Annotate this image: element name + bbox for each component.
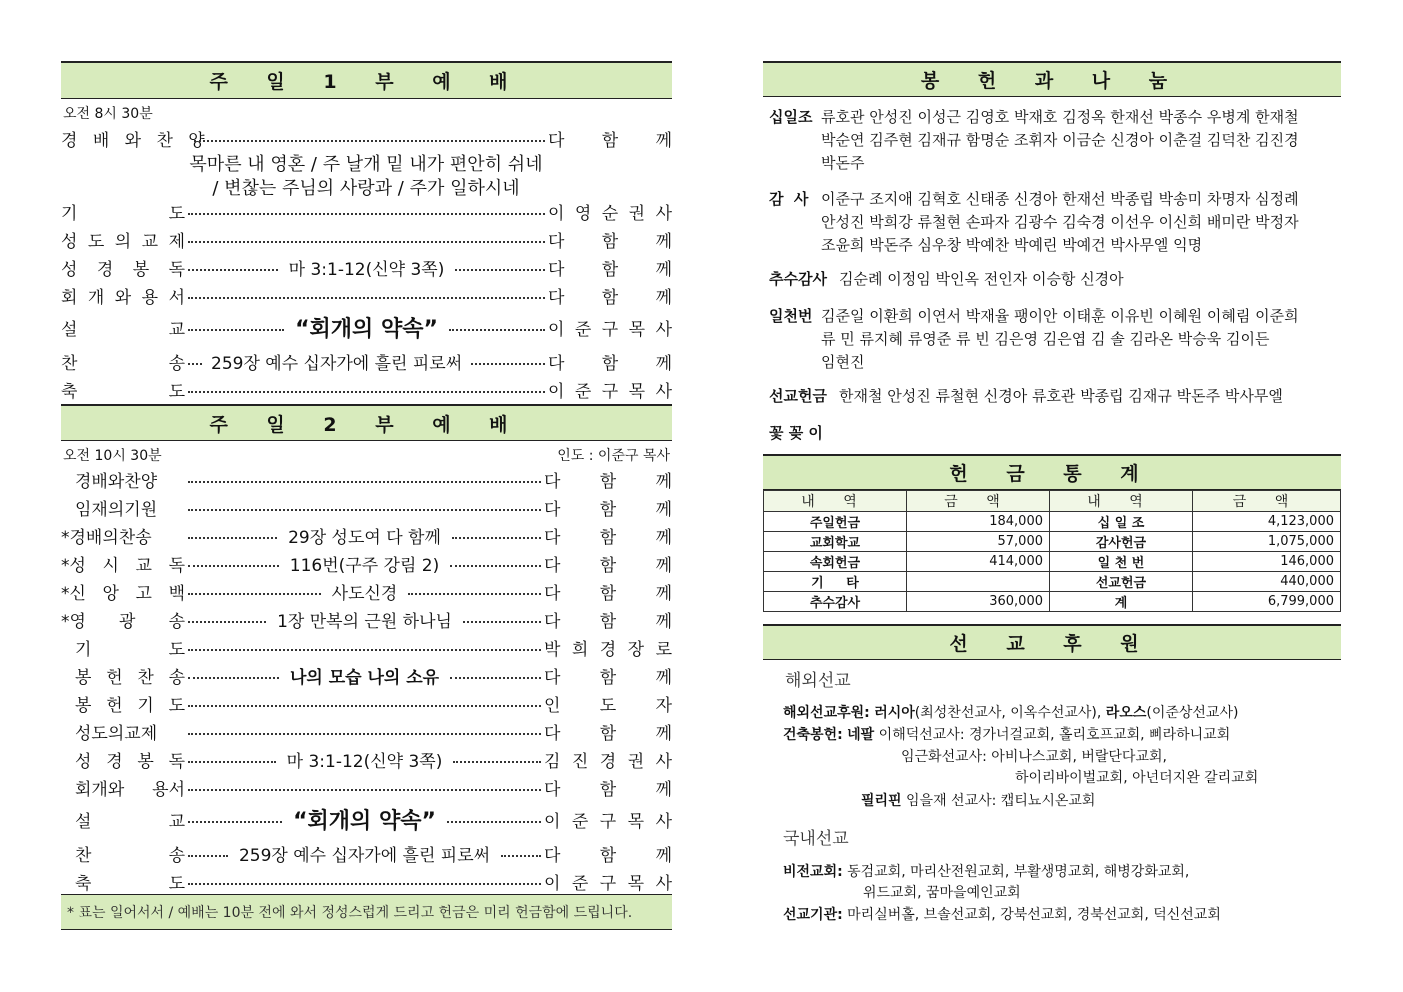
- finance-item: 선교헌금: [1050, 572, 1193, 592]
- row-who: 다 함 께: [544, 583, 673, 604]
- row-who: 김 진 경 권 사: [544, 751, 673, 772]
- orgs-list: 마리실버홀, 브솔선교회, 강북선교회, 경북선교회, 덕신선교회: [847, 907, 1221, 923]
- row-label: 설 교: [61, 319, 185, 340]
- row-who: 다 함 께: [544, 471, 672, 492]
- russia-label: 러시아: [874, 705, 915, 721]
- row-label: 경배와찬양: [75, 471, 158, 492]
- offering-group: [769, 305, 1341, 374]
- offering-group: [769, 188, 1341, 257]
- finance-amount: 57,000: [907, 532, 1050, 552]
- row-who: 다 함 께: [544, 555, 673, 576]
- row-label: 회개와 용서: [75, 779, 185, 800]
- leader-dots: [188, 733, 541, 735]
- finance-col-1: 내 역: [764, 491, 907, 512]
- finance-header: [763, 454, 1341, 490]
- orgs-key: 선교기관:: [783, 907, 843, 923]
- row-label: 기 도: [75, 639, 185, 660]
- offering-names: [821, 305, 1341, 374]
- s2-order-row: [61, 746, 672, 772]
- row-mid: 나의 모습 나의 소유: [282, 663, 447, 688]
- offering-key: 십일조: [769, 108, 813, 126]
- leader-dots: [452, 537, 541, 539]
- finance-header-row: [764, 491, 1341, 512]
- offering-key: 추수감사: [769, 270, 827, 288]
- row-who: 다 함 께: [544, 779, 672, 800]
- vision-key: 비전교회:: [783, 864, 843, 880]
- row-label: 설 교: [75, 811, 185, 832]
- leader-dots: [188, 821, 282, 823]
- finance-amount: 4,123,000: [1193, 512, 1341, 532]
- leader-dots: [188, 537, 277, 539]
- laos-label: 라오스: [1105, 705, 1147, 721]
- offering-names-line: 이준구 조지애 김혁호 신태종 신경아 한재선 박종립 박송미 차명자 심정례: [821, 190, 1299, 208]
- leader-dots: [501, 855, 541, 857]
- row-who: 다 함 께: [544, 723, 672, 744]
- finance-item: 십 일 조: [1050, 512, 1193, 532]
- offering-key: 일천번: [769, 307, 813, 325]
- finance-amount: [907, 572, 1050, 592]
- s1-row-praise: [61, 126, 672, 150]
- row-mid: 259장 예수 십자가에 흘린 피로써: [231, 841, 498, 866]
- table-row: [764, 552, 1341, 572]
- leader-dots: [188, 213, 545, 215]
- row-who: 다 함 께: [544, 667, 673, 688]
- s2-order-row: [61, 494, 672, 520]
- leader-dots: [450, 677, 541, 679]
- finance-amount: 440,000: [1193, 572, 1341, 592]
- finance-title: 헌 금 통 계: [949, 463, 1155, 485]
- row-label: 회 개 와 용 서: [61, 287, 185, 308]
- leader-dots: [188, 789, 541, 791]
- russia-missionaries: (최성찬선교사, 이옥수선교사),: [914, 705, 1102, 721]
- offering-names: [839, 268, 1341, 291]
- row-who: 다 함 께: [548, 259, 673, 280]
- overseas-support: [783, 702, 1238, 722]
- leader-dots: [188, 593, 321, 595]
- row-mid: 259장 예수 십자가에 흘린 피로써: [205, 349, 468, 374]
- nepal-line2: 임근화선교사: 아비나스교회, 버랄단다교회,: [901, 749, 1167, 765]
- finance-col-2: 금 액: [907, 491, 1050, 512]
- leader-dots: [188, 705, 541, 707]
- leader-dots: [455, 269, 545, 271]
- leader-dots: [188, 621, 266, 623]
- finance-item: 추수감사: [764, 592, 907, 612]
- row-who: 박 희 경 장 로: [544, 639, 672, 660]
- offering-names-line: 김순례 이정임 박인옥 전인자 이승항 신경아: [839, 270, 1124, 288]
- finance-item: 계: [1050, 592, 1193, 612]
- service2-note-box: [61, 894, 672, 930]
- table-row: [764, 572, 1341, 592]
- s1-song-line1: 목마른 내 영혼 / 주 날개 밑 내가 편안히 쉬네: [189, 154, 543, 175]
- laos-missionary: (이준상선교사): [1146, 705, 1239, 721]
- nepal-line3: 하이리바이벌교회, 아넌더지완 갈리교회: [1015, 770, 1259, 786]
- s2-order-row: [61, 466, 672, 492]
- leader-dots: [450, 565, 541, 567]
- row-mid: 마 3:1-12(신약 3쪽): [281, 255, 453, 280]
- row-label: 봉 헌 찬 송: [75, 667, 185, 688]
- offering-group: [769, 422, 1341, 445]
- table-row: [764, 512, 1341, 532]
- s2-order-row: [61, 578, 672, 604]
- s1-song-line2: / 변찮는 주님의 사랑과 / 주가 일하시네: [212, 178, 520, 199]
- finance-amount: 6,799,000: [1193, 592, 1341, 612]
- offering-names-line: 한재철 안성진 류철현 신경아 류호관 박종립 김재규 박돈주 박사무엘: [839, 387, 1283, 405]
- row-label: 성 경 봉 독: [61, 259, 185, 280]
- s2-order-row: [61, 690, 672, 716]
- s2-order-row: [61, 868, 672, 894]
- s1-row-repent: [61, 282, 672, 308]
- row-label: *성 시 교 독: [61, 555, 185, 576]
- s2-order-row: [61, 634, 672, 660]
- row-who: 다 함 께: [544, 845, 673, 866]
- s2-order-row: [61, 718, 672, 744]
- leader-dots: [188, 481, 541, 483]
- s1-row-sermon: [61, 312, 672, 342]
- table-row: [764, 532, 1341, 552]
- s1-row-reading: [61, 254, 672, 280]
- leader-dots: [188, 297, 545, 299]
- row-label: 성 도 의 교 제: [61, 231, 185, 252]
- row-who: 이 준 구 목 사: [544, 873, 672, 894]
- leader-dots: [188, 855, 228, 857]
- overseas-support-key: 해외선교후원:: [783, 705, 870, 721]
- service2-note: * 표는 일어서서 / 예배는 10분 전에 와서 정성스럽게 드리고 헌금은 미리 헌금함에 드립니다.: [67, 905, 633, 921]
- row-who: 다 함 께: [544, 527, 672, 548]
- service2-time: 오전 10시 30분: [63, 448, 162, 464]
- leader-dots: [463, 621, 541, 623]
- leader-dots: [188, 649, 541, 651]
- row-who: 이 준 구 목 사: [548, 381, 672, 402]
- s1-row-prayer: [61, 198, 672, 224]
- s1-row-benediction: [61, 376, 672, 402]
- table-row: [764, 592, 1341, 612]
- building-key: 건축봉헌:: [783, 727, 843, 743]
- s2-order-row: [61, 774, 672, 800]
- nepal-label: 네팔: [847, 727, 875, 743]
- s1-row-fellowship: [61, 226, 672, 252]
- row-who: 인 도 자: [544, 695, 672, 716]
- offering-key: 꽃 꽂 이: [769, 424, 823, 442]
- row-who: 이 준 구 목 사: [548, 319, 672, 340]
- service1-title: 주 일 1 부 예 배: [209, 71, 524, 93]
- leader-dots: [188, 761, 276, 763]
- row-who: 다 함 께: [548, 231, 672, 252]
- offering-names-line: 류 민 류지혜 류영준 류 빈 김은영 김은엽 김 솔 김라온 박승욱 김이든: [821, 330, 1270, 348]
- leader-dots: [188, 329, 284, 331]
- row-label: *신 앙 고 백: [61, 583, 185, 604]
- row-label: 찬 송: [61, 353, 185, 374]
- offering-names: [839, 385, 1341, 408]
- vision-churches-line2: 위드교회, 꿈마을예인교회: [863, 885, 1021, 901]
- finance-amount: 360,000: [907, 592, 1050, 612]
- row-who: 다 함 께: [548, 353, 672, 374]
- mission-orgs: [783, 904, 1221, 924]
- finance-item: 주일헌금: [764, 512, 907, 532]
- offering-group: [769, 268, 1341, 291]
- finance-col-4: 금 액: [1193, 491, 1341, 512]
- row-mid: 29장 성도여 다 함께: [280, 523, 449, 548]
- leader-dots: [188, 509, 541, 511]
- offering-title: 봉 헌 과 나 눔: [920, 70, 1184, 92]
- offering-names: [821, 188, 1341, 257]
- leader-dots: [453, 761, 541, 763]
- service2-header: [61, 404, 672, 441]
- finance-item: 기 타: [764, 572, 907, 592]
- leader-dots: [188, 363, 202, 365]
- offering-group: [769, 385, 1341, 408]
- row-who: 이 영 순 권 사: [548, 203, 672, 224]
- offering-header: [763, 61, 1341, 97]
- finance-amount: 1,075,000: [1193, 532, 1341, 552]
- offering-names-line: 조윤희 박돈주 심우창 박예찬 박예린 박예건 박사무엘 익명: [821, 236, 1203, 254]
- vision-churches: [783, 861, 1189, 881]
- row-label: 임재의기원: [75, 499, 158, 520]
- s2-order-row: [61, 550, 672, 576]
- row-who: 다 함 께: [548, 287, 672, 308]
- finance-item: 감사헌금: [1050, 532, 1193, 552]
- leader-dots: [449, 329, 545, 331]
- row-label: 찬 송: [75, 845, 185, 866]
- row-mid: 1장 만복의 근원 하나님: [269, 607, 460, 632]
- row-label: 축 도: [75, 873, 185, 894]
- row-label: 기 도: [61, 203, 185, 224]
- service2-leader: 인도 : 이준구 목사: [557, 448, 670, 464]
- row-label: *영 광 송: [61, 611, 185, 632]
- leader-dots: [188, 565, 279, 567]
- finance-table: [763, 490, 1341, 612]
- mission-header: [763, 624, 1341, 660]
- s2-order-row: [61, 804, 672, 834]
- offering-key: 감 사: [769, 190, 809, 208]
- s2-order-row: [61, 606, 672, 632]
- leader-dots: [194, 140, 545, 142]
- sermon-title: “회개의 약속”: [285, 804, 444, 835]
- leader-dots: [471, 363, 545, 365]
- s2-order-row: [61, 522, 672, 548]
- philippines-label: 필리핀: [861, 793, 902, 809]
- leader-dots: [188, 241, 545, 243]
- row-label: 성 경 봉 독: [75, 751, 185, 772]
- row-who: 다 함 께: [544, 499, 672, 520]
- mission-title: 선 교 후 원: [949, 633, 1155, 655]
- row-mid: 116번(구주 강림 2): [282, 551, 447, 576]
- row-mid: 마 3:1-12(신약 3쪽): [279, 747, 451, 772]
- leader-dots: [447, 821, 541, 823]
- s1-row-hymn: [61, 348, 672, 374]
- finance-item: 속회헌금: [764, 552, 907, 572]
- row-who: 이 준 구 목 사: [544, 811, 672, 832]
- row-who: 다 함 께: [548, 130, 672, 151]
- offering-names-line: 박순연 김주현 김재규 함명순 조휘자 이금순 신경아 이춘걸 김덕찬 김진경: [821, 131, 1299, 149]
- service2-title: 주 일 2 부 예 배: [209, 413, 524, 436]
- offering-names-line: 김준일 이환희 이연서 박재율 팽이안 이태훈 이유빈 이혜원 이혜림 이준희: [821, 307, 1299, 325]
- vision-list: 동검교회, 마리산전원교회, 부활생명교회, 해병강화교회,: [847, 864, 1190, 880]
- leader-dots: [188, 391, 545, 393]
- domestic-heading: 국내선교: [783, 829, 849, 849]
- offering-names-line: 안성진 박희강 류철현 손파자 김광수 김숙경 이선우 이신희 배미란 박정자: [821, 213, 1299, 231]
- row-label: 성도의교제: [75, 723, 158, 744]
- offering-names: [821, 106, 1341, 175]
- finance-item: 교회학교: [764, 532, 907, 552]
- nepal-churches: 이해덕선교사: 경가너걸교회, 홀리호프교회, 삐라하니교회: [878, 727, 1231, 743]
- finance-item: 일 천 번: [1050, 552, 1193, 572]
- finance-amount: 184,000: [907, 512, 1050, 532]
- row-label: *경배의찬송: [61, 527, 152, 548]
- finance-amount: 146,000: [1193, 552, 1341, 572]
- row-who: 다 함 께: [544, 611, 673, 632]
- leader-dots: [188, 677, 279, 679]
- offering-key: 선교헌금: [769, 387, 827, 405]
- s2-order-row: [61, 840, 672, 866]
- row-label: 축 도: [61, 381, 185, 402]
- leader-dots: [188, 883, 541, 885]
- row-label: 봉 헌 기 도: [75, 695, 185, 716]
- offering-names-line: 류호관 안성진 이성근 김영호 박재호 김정옥 한재선 박종수 우병계 한재철: [821, 108, 1299, 126]
- service1-header: [61, 61, 672, 99]
- offering-names-line: 임현진: [821, 353, 865, 371]
- offering-names-line: 박돈주: [821, 154, 865, 172]
- philippines-line: [861, 790, 1095, 810]
- overseas-heading: 해외선교: [785, 671, 851, 691]
- leader-dots: [408, 593, 541, 595]
- offering-group: [769, 106, 1341, 175]
- s2-order-row: [61, 662, 672, 688]
- philippines-church: 임을재 선교사: 캡티뇨시온교회: [906, 793, 1096, 809]
- sermon-title: “회개의 약속”: [287, 312, 446, 343]
- leader-dots: [188, 269, 278, 271]
- row-mid: 사도신경: [324, 579, 406, 604]
- building-dedication: [783, 724, 1230, 744]
- finance-amount: 414,000: [907, 552, 1050, 572]
- service1-time: 오전 8시 30분: [63, 106, 153, 122]
- row-label: 경 배 와 찬 양: [61, 130, 210, 151]
- finance-col-3: 내 역: [1050, 491, 1193, 512]
